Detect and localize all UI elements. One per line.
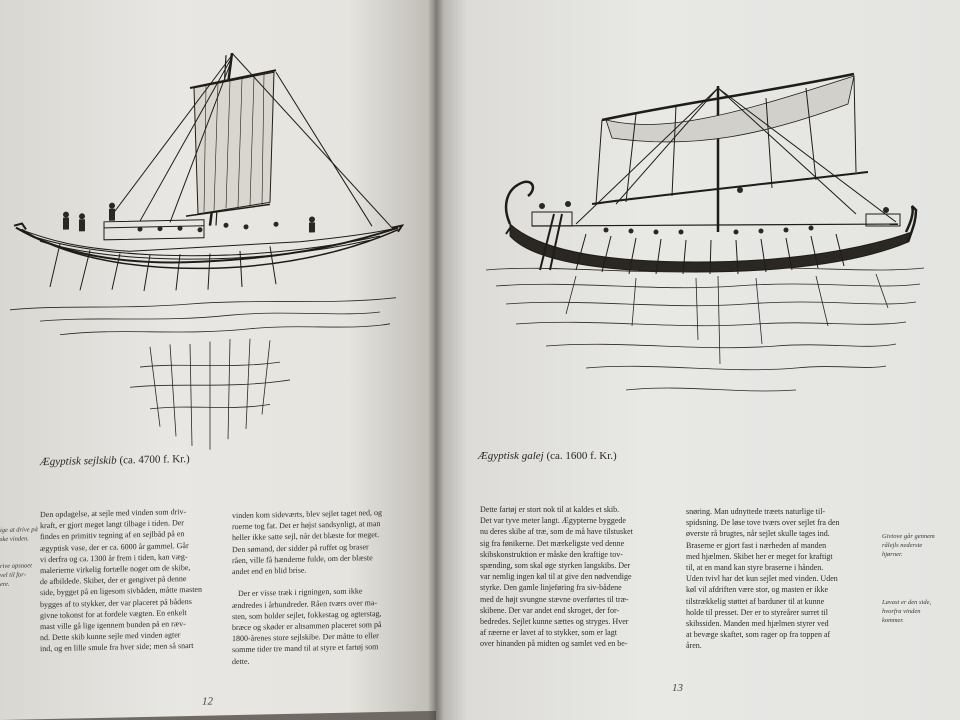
right-text-column-2: snøring. Man udnyttede træets naturlige til- spidsning. De løse tove tværs over sejlet fra den øverste rå brugtes, når sejlet skulle tages ind. Braserne er gjort fast i nærheden af manden med hjælmen. Skibet her er meget for kraftigt til, at en mand kan styre braserne i hånden. Uden tvivl har det kun sejlet med vinden. Uden køl vil afdriften være stor, og masten er ikke tilstrækkelig støttet af barduner til at kunne holde til presset. Der er to styreårer surret til skibssiden. Manden med hjælmen styrer ved at bevæge skaftet, som rager op fra toppen af åren. (686, 507, 840, 651)
left-page (0, 0, 436, 720)
left-caption-date: (ca. 4700 f. Kr.) (119, 453, 190, 467)
left-text-column-1: Den opdagelse, at sejle med vinden som driv- kraft, er gjort meget langt tilbage i tiden. Der findes en primitiv tegning af en sejlbåd på en ægyptisk vase, der er ca. 6000 år gammel. Går vi derfra og ca. 1300 år frem i tiden, kan væg- malerierne virkelig fortælle noget om de skibe, de afbildede. Skibet, der er gengivet på denne side, bygget på en ligesom sivbåden, måtte masten bygges af to stykker, der var placeret på bådens givne tokonst for at fordele vægten. En enkelt mast ville gå lige igennem bunden på en ræv- nd. Dette skib kunne sejle med vinden agter ind, og en lille smule fra hver side; men så snart (40, 507, 202, 654)
right-text-column-1: Dette fartøj er stort nok til at kaldes et skib. Det var tyve meter langt. Ægypterne byggede nu deres skibe af træ, som de må have tilstusket sig fra fønikerne. Det mærkeligste ved denne skibskonstruktion er måske den kraftige tov- spænding, som skal øge styrken langskibs. Der var nemlig ingen køl til at give den nødvendige styrke. Den gamle linjeføring fra siv-bådene med de højt svungne stævne overførtes til træ- skibene. Der var andet end skroget, der for- bedredes. Sejlet kunne sættes og stryges. Hver af ræerne er lavet af to stykker, som er lagt over hinanden på midten og samlet ved en be- (480, 505, 633, 649)
left-text-column-2: vinden kom sideværts, blev sejlet taget ned, og roerne tog fat. Det er højst sandsynligt, at man heller ikke satte sejl, når det blæste for meget. Den sømand, der sidder på ruffet og braser råen, ville få hænderne fulde, om der blæste andet end en blid brise. Der er visse træk i rigningen, som ikke ændredes i århundreder. Råen tværs over ma- sten, som holder sejlet, fokkestag og agterstag, bræce og skøder er altsammen placeret som på 1800-årenes store sejlskibe. Der måtte to eller somme tider tre mand til at styre et fartøj som dette. (232, 507, 382, 666)
right-page (436, 0, 960, 720)
book-gutter (428, 0, 444, 720)
right-caption-date: (ca. 1600 f. Kr.) (546, 450, 617, 462)
egyptian-galley-illustration (436, 64, 960, 444)
left-caption-title: Ægyptisk sejlskib (40, 454, 117, 469)
left-page-number: 12 (202, 695, 213, 708)
right-margin-note-1: Givtove går gennem rålejls nederste hjørner. (882, 533, 935, 558)
right-margin-note-2: Lavast er den side, hvorfra vinden kommer. (882, 599, 932, 624)
right-page-number: 13 (672, 682, 683, 694)
right-caption (478, 450, 617, 462)
right-caption-title: Ægyptisk galej (478, 450, 544, 462)
left-edge-note: ige at drive på ske vinden. rive opsnoet vel til for- ere. (0, 526, 38, 588)
egyptian-sailing-ship-illustration (0, 31, 436, 510)
